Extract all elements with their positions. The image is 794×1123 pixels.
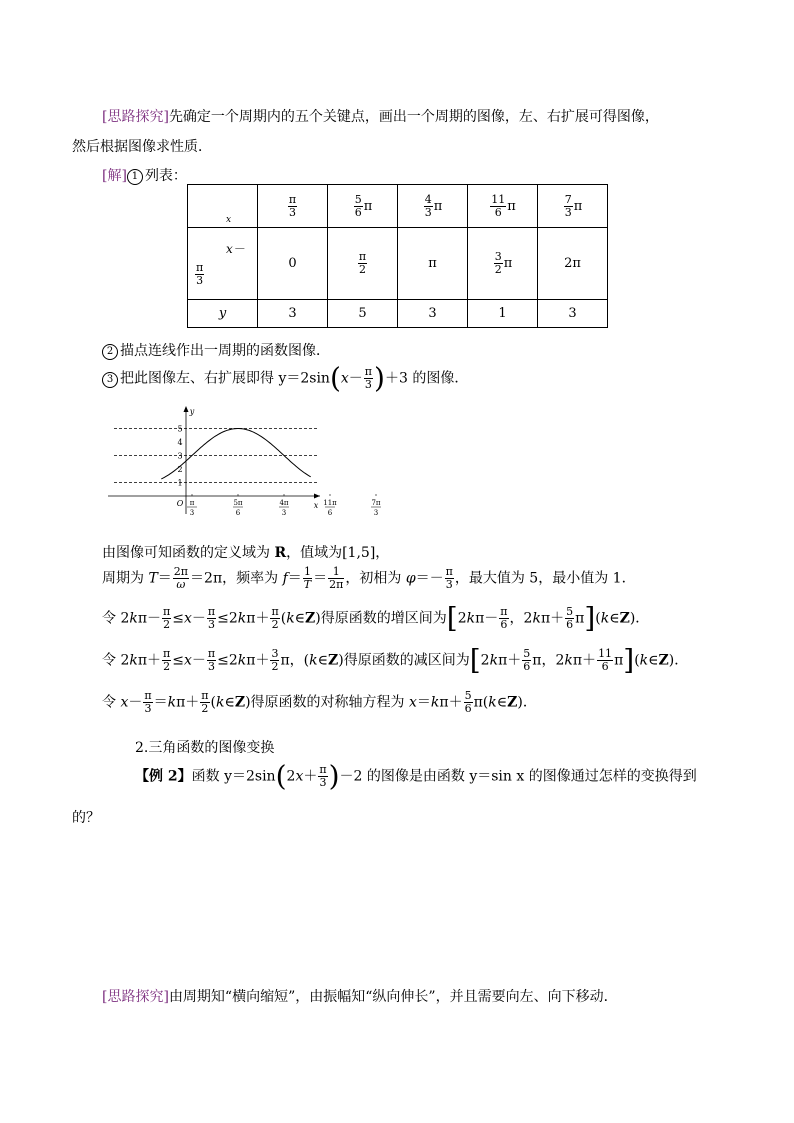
section-2-title: 2.三角函数的图像变换 bbox=[135, 740, 275, 756]
step3: 3 把此图像左、右扩展即得 y＝2sin(x－ $\frac{\pi}{3}$ )＋3 的图像． bbox=[102, 366, 468, 391]
intro-line2: 然后根据图像求性质． bbox=[72, 139, 212, 155]
y-tick-label: 1 bbox=[177, 478, 183, 488]
example-2-line2: 的？ bbox=[72, 810, 100, 826]
y-label-cell: y bbox=[188, 300, 258, 328]
x-tick-label: 7π bbox=[371, 499, 381, 507]
x-axis-label: x bbox=[313, 501, 319, 510]
y-tick-label: 5 bbox=[177, 424, 183, 434]
x-tick-label: 3 bbox=[281, 509, 287, 517]
table-cell: $\frac{3}{2}$ π bbox=[468, 228, 538, 300]
x-tick-label: 5π bbox=[233, 499, 243, 507]
value-table bbox=[187, 184, 608, 328]
table-cell: 3 bbox=[398, 300, 468, 328]
x-tick-label: 6 bbox=[235, 509, 241, 517]
solution-heading bbox=[102, 165, 187, 185]
step2: 2 描点连线作出一周期的函数图像． bbox=[102, 340, 330, 360]
table-header-cell: $\frac{5}{6}$ π bbox=[328, 185, 398, 228]
hint-tag-2: [思路探究] bbox=[102, 989, 169, 1005]
table-cell: 1 bbox=[468, 300, 538, 328]
hint-2: [思路探究]由周期知“横向缩短”，由振幅知“纵向伸长”，并且需要向左、向下移动． bbox=[102, 989, 618, 1005]
sine-graph bbox=[108, 404, 381, 520]
y-tick-label: 3 bbox=[177, 451, 183, 461]
x-tick-label: π bbox=[189, 499, 195, 507]
intro-line1: 先确定一个周期内的五个关键点，画出一个周期的图像，左、右扩展可得图像， bbox=[168, 109, 659, 125]
table-header-cell: $\frac{4}{3}$ π bbox=[398, 185, 468, 228]
table-cell: 3 bbox=[538, 300, 608, 328]
table-header-cell: $\frac{11}{6}$ π bbox=[468, 185, 538, 228]
intro-paragraph bbox=[102, 106, 659, 126]
hint-tag: [思路探究] bbox=[102, 109, 169, 125]
circle-3-icon: 3 bbox=[102, 372, 118, 388]
x-label-cell: x bbox=[188, 185, 258, 228]
sine-curve bbox=[161, 429, 310, 479]
x-axis-arrow bbox=[314, 494, 320, 499]
x-tick-label: 4π bbox=[279, 499, 289, 507]
table-cell: 2π bbox=[538, 228, 608, 300]
example-2: 【例 2】函数 y＝2sin(2x＋ $\frac{\pi}{3}$ )－2 的图像是由函数 y＝sin x 的图像通过怎样的变换得到 bbox=[135, 759, 697, 793]
symmetry-axis-line: 令 x－ $\frac{\pi}{3}$ ＝kπ＋ $\frac{\pi}{2}$ (k∈Z)得原函数的对称轴方程为 x＝kπ＋ $\frac{5}{6}$ π(k∈Z)． bbox=[102, 689, 537, 715]
table-cell: 5 bbox=[328, 300, 398, 328]
x-tick-label: 11π bbox=[323, 499, 337, 507]
table-cell: $\frac{\pi}{2}$ bbox=[328, 228, 398, 300]
solution-tag: [解] bbox=[102, 168, 127, 184]
y-axis-label: y bbox=[189, 407, 195, 416]
increasing-interval-line: 令 2kπ－ $\frac{\pi}{2}$ ≤x－ $\frac{\pi}{3}$ ≤2kπ＋ $\frac{\pi}{2}$ (k∈Z)得原函数的增区间为[2kπ－ $\frac{\pi}{6}$ ，2kπ＋ $\frac{5}{6}$ π](k∈Z)． bbox=[102, 601, 650, 635]
y-tick-label: 4 bbox=[177, 438, 183, 447]
table-cell: 3 bbox=[258, 300, 328, 328]
x-tick-label: 6 bbox=[327, 509, 333, 517]
domain-range-line: 由图像可知函数的定义域为 R，值域为[1,5]， bbox=[102, 545, 390, 561]
step1-text: 列表： bbox=[144, 168, 187, 184]
table-header-cell: $\frac{7}{3}$ π bbox=[538, 185, 608, 228]
table-cell: π bbox=[398, 228, 468, 300]
period-line: 周期为 T＝ $\frac{2\pi}{\omega}$ ＝2π，频率为 f＝ $\frac{1}{T}$ ＝ $\frac{1}{2\pi}$ ，初相为 φ＝－ $\frac{\pi}{3}$ ，最大值为 5，最小值为 1． bbox=[102, 565, 636, 591]
x-tick-label: 3 bbox=[373, 509, 379, 517]
table-header-cell: $\frac{\pi}{3}$ bbox=[258, 185, 328, 228]
y-axis-arrow bbox=[184, 406, 189, 412]
y-tick-label: 2 bbox=[177, 465, 183, 474]
circle-2-icon: 2 bbox=[102, 344, 118, 360]
x-minus-pi3-label-cell: x－ $\frac{\pi}{3}$ bbox=[188, 228, 258, 300]
x-tick-label: 3 bbox=[189, 509, 195, 517]
circle-1-icon: 1 bbox=[127, 169, 143, 185]
table-cell: 0 bbox=[258, 228, 328, 300]
decreasing-interval-line: 令 2kπ＋ $\frac{\pi}{2}$ ≤x－ $\frac{\pi}{3}$ ≤2kπ＋ $\frac{3}{2}$ π，(k∈Z)得原函数的减区间为[2kπ＋ $\frac{5}{6}$ π，2kπ＋ $\frac{11}{6}$ π](k∈Z)． bbox=[102, 643, 689, 677]
origin-label: O bbox=[176, 499, 184, 508]
